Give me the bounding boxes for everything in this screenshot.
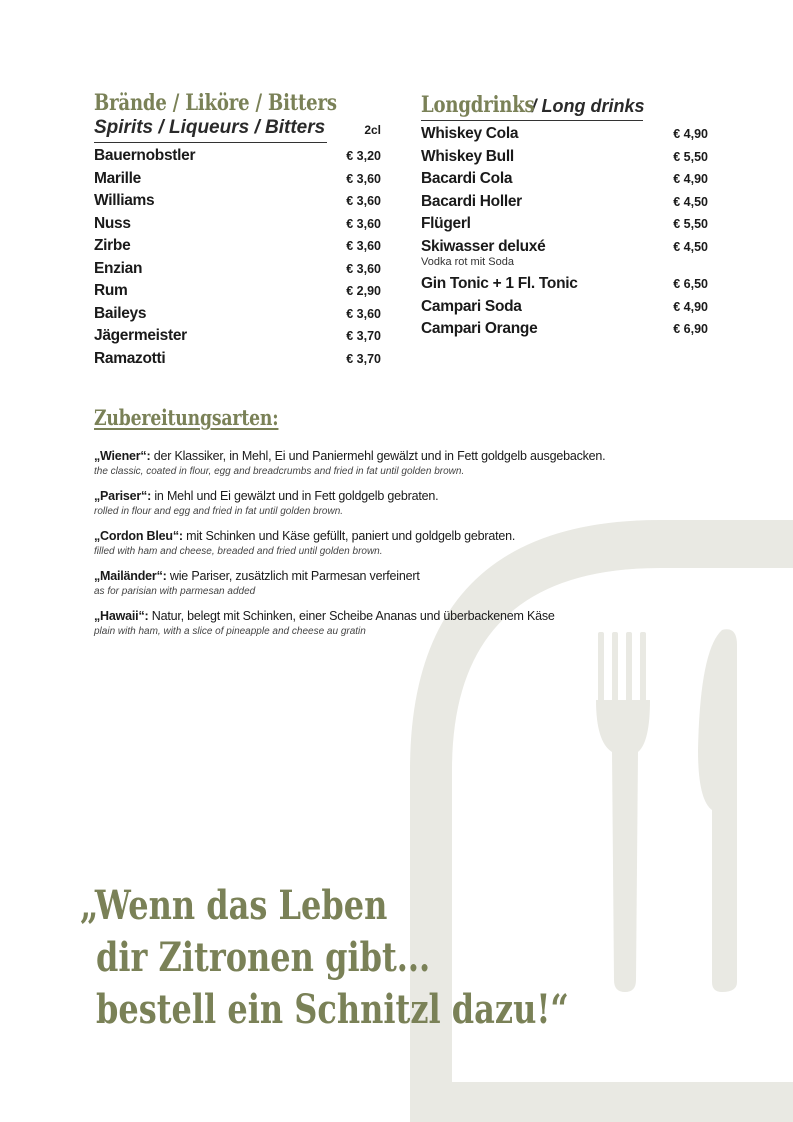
menu-item: [94, 235, 381, 258]
item-price: € 3,70: [346, 329, 381, 343]
preparation-text: [94, 568, 654, 585]
menu-item: [94, 168, 381, 191]
spirits-list: [94, 145, 381, 370]
item-name: Bacardi Cola: [421, 170, 513, 187]
preparation-label: „Mailänder“:: [94, 569, 167, 583]
spirits-unit: 2cl: [364, 123, 381, 137]
slogan-line-1: „Wenn das Leben: [80, 882, 388, 929]
item-price: € 5,50: [673, 149, 708, 164]
item-name: Bauernobstler: [94, 147, 196, 164]
menu-item: [94, 303, 381, 326]
longdrinks-heading: [421, 90, 643, 121]
menu-item: [94, 348, 381, 371]
preparation-english: filled with ham and cheese, breaded and fried until golden brown.: [94, 546, 383, 557]
item-name: Bacardi Holler: [421, 192, 522, 210]
preparation-text: [94, 608, 654, 625]
preparation-item: [94, 488, 654, 519]
slogan-line-2: dir Zitronen gibt...: [96, 934, 431, 981]
item-name: Ramazotti: [94, 349, 166, 367]
preparation-description: der Klassiker, in Mehl, Ei und Paniermehl gewälzt und in Fett goldgelb ausgebacken.: [153, 449, 606, 463]
item-name: Nuss: [94, 214, 131, 232]
item-name: Whiskey Bull: [421, 147, 514, 165]
item-price: € 6,50: [673, 277, 708, 291]
longdrinks-title: Longdrinks: [421, 92, 535, 118]
preparation-label: „Cordon Bleu“:: [94, 529, 183, 543]
preparation-description: Natur, belegt mit Schinken, einer Scheibe Ananas und überbackenem Käse: [151, 609, 555, 623]
preparation-text: [94, 448, 654, 465]
item-price: € 4,90: [673, 299, 708, 314]
longdrinks-list: [421, 123, 708, 341]
preparation-description: wie Pariser, zusätzlich mit Parmesan verfeinert: [169, 569, 420, 583]
menu-item: [94, 213, 381, 236]
menu-item: [94, 145, 381, 168]
spirits-title: Brände / Liköre / Bitters: [94, 90, 337, 116]
item-price: € 5,50: [673, 217, 708, 231]
menu-item: [421, 318, 708, 341]
menu-item: [421, 296, 708, 319]
item-price: € 3,70: [346, 351, 381, 366]
preparation-item: [94, 608, 654, 639]
longdrinks-subtitle: / Long drinks: [531, 96, 645, 116]
menu-item: [421, 146, 708, 169]
preparation-label: „Pariser“:: [94, 489, 152, 503]
item-name: Whiskey Cola: [421, 125, 519, 142]
menu-item: [421, 168, 708, 191]
item-price: € 3,60: [346, 239, 381, 253]
item-note: Vodka rot mit Soda: [421, 256, 514, 268]
preparation-item: [94, 528, 654, 559]
slogan-line-3: bestell ein Schnitzl dazu!“: [96, 986, 569, 1033]
preparation-item: [94, 568, 654, 599]
preparation-text: [94, 488, 654, 505]
item-name: Jägermeister: [94, 327, 187, 344]
menu-item: [94, 280, 381, 303]
item-name: Flügerl: [421, 215, 471, 232]
item-name: Campari Orange: [421, 320, 538, 337]
menu-item: [94, 190, 381, 213]
menu-item: [421, 191, 708, 214]
preparation-english: plain with ham, with a slice of pineapple and cheese au gratin: [94, 626, 366, 637]
preparation-english: rolled in flour and egg and fried in fat until golden brown.: [94, 506, 344, 517]
preparation-label: „Wiener“:: [94, 449, 151, 463]
preparations-list: [94, 448, 654, 639]
item-price: € 3,60: [346, 261, 381, 276]
item-name: Baileys: [94, 304, 147, 322]
item-name: Williams: [94, 192, 155, 209]
preparation-description: mit Schinken und Käse gefüllt, paniert und goldgelb gebraten.: [186, 529, 516, 543]
preparation-english: as for parisian with parmesan added: [94, 586, 256, 597]
item-name: Marille: [94, 169, 142, 187]
item-price: € 3,60: [346, 216, 381, 231]
preparation-description: in Mehl und Ei gewälzt und in Fett goldgelb gebraten.: [154, 489, 439, 503]
slogan: [80, 880, 691, 1036]
preparations-section: [94, 405, 654, 639]
menu-item: [94, 325, 381, 348]
item-name: Skiwasser deluxé: [421, 237, 546, 255]
item-name: Gin Tonic + 1 Fl. Tonic: [421, 275, 578, 292]
preparation-item: [94, 448, 654, 479]
preparation-label: „Hawaii“:: [94, 609, 149, 623]
spirits-section: [94, 90, 381, 370]
item-name: Enzian: [94, 259, 143, 277]
item-name: Rum: [94, 282, 128, 299]
item-name: Campari Soda: [421, 297, 522, 315]
preparations-title: Zubereitungsarten:: [94, 405, 279, 430]
menu-item: [421, 273, 708, 296]
menu-item: [421, 123, 708, 146]
item-price: € 6,90: [673, 322, 708, 336]
preparation-english: the classic, coated in flour, egg and breadcrumbs and fried in fat until golden brown.: [94, 466, 465, 477]
menu-item: [421, 213, 708, 236]
item-price: € 3,60: [346, 194, 381, 208]
item-price: € 4,90: [673, 172, 708, 186]
item-name: Zirbe: [94, 237, 131, 254]
preparation-text: [94, 528, 654, 545]
menu-item: [94, 258, 381, 281]
item-price: € 4,90: [673, 127, 708, 141]
longdrinks-section: [421, 90, 708, 341]
item-price: € 3,60: [346, 171, 381, 186]
item-price: € 4,50: [673, 239, 708, 254]
item-price: € 3,20: [346, 149, 381, 163]
item-price: € 4,50: [673, 194, 708, 209]
item-price: € 3,60: [346, 306, 381, 321]
spirits-subtitle: Spirits / Liqueurs / Bitters: [94, 116, 327, 143]
item-price: € 2,90: [346, 284, 381, 298]
